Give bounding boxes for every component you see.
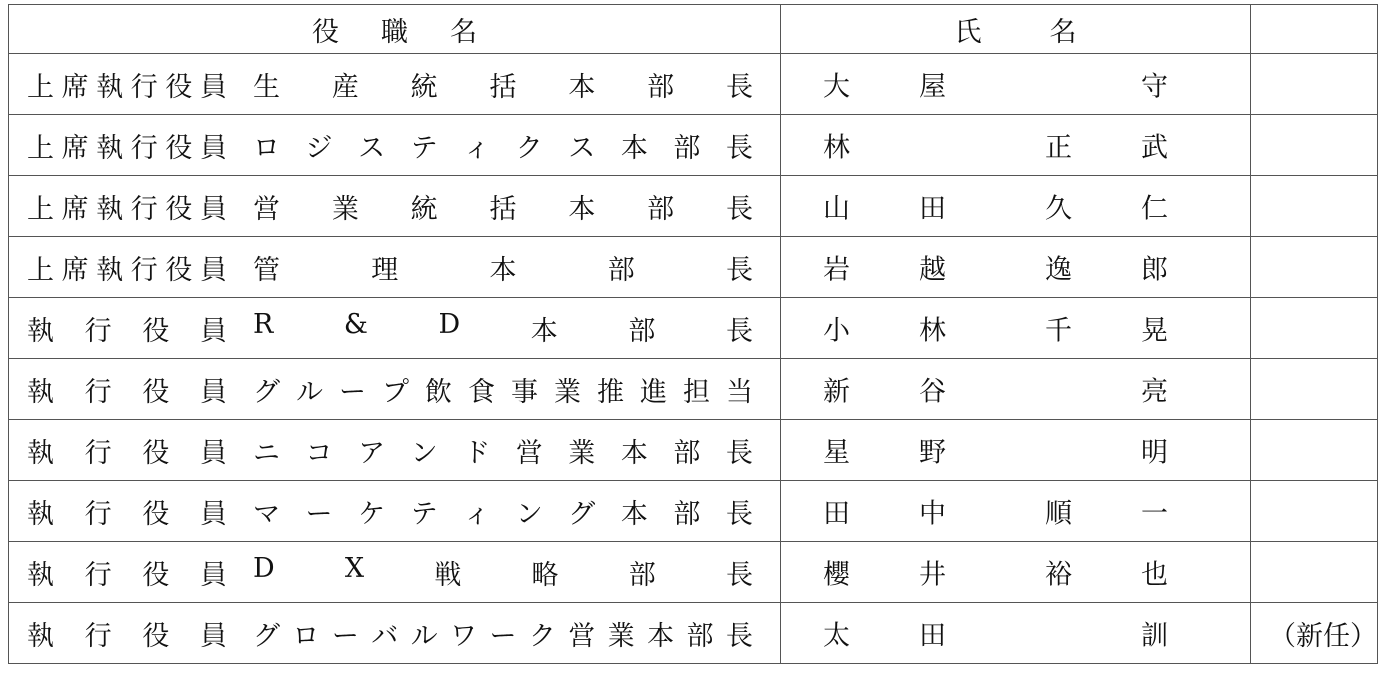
rank-char: 員 — [199, 254, 227, 286]
name-char: 仁 — [1141, 193, 1168, 225]
title-cell — [9, 298, 781, 359]
post-text — [253, 431, 753, 470]
post-char: 当 — [726, 376, 753, 408]
post-char: ル — [410, 620, 438, 652]
rank-char: 席 — [61, 254, 89, 286]
post-char: & — [343, 308, 368, 340]
post-char: 管 — [253, 254, 280, 286]
post-char: 長 — [725, 559, 753, 591]
post-char: 推 — [597, 376, 624, 408]
rank-text — [27, 187, 227, 226]
name-char: 太 — [823, 620, 850, 652]
post-text — [253, 370, 753, 409]
post-char: 本 — [620, 498, 648, 530]
post-char: ワ — [450, 620, 478, 652]
post-char: 本 — [568, 193, 596, 225]
header-row — [9, 5, 1378, 54]
name-char: 田 — [823, 498, 850, 530]
rank-char: 執 — [27, 437, 54, 469]
post-char: 業 — [607, 620, 635, 652]
post-char: ー — [331, 620, 359, 652]
name-cell — [781, 359, 1251, 420]
rank-char: 執 — [27, 376, 54, 408]
name-cell — [781, 237, 1251, 298]
post-char: 部 — [628, 559, 656, 591]
name-char: 亮 — [1141, 376, 1168, 408]
post-char: 生 — [253, 71, 280, 103]
post-char: 営 — [253, 193, 280, 225]
post-char: 部 — [647, 71, 675, 103]
rank-char: 行 — [130, 132, 158, 164]
post-char: 飲 — [425, 376, 452, 408]
post-char: 業 — [554, 376, 581, 408]
rank-char: 員 — [199, 71, 227, 103]
name-cell — [781, 176, 1251, 237]
rank-char: 席 — [61, 71, 89, 103]
name-char: 訓 — [1141, 620, 1168, 652]
post-char: ー — [489, 620, 517, 652]
name-char: 久 — [1045, 193, 1072, 225]
rank-char: 役 — [142, 559, 170, 591]
rank-text — [27, 431, 227, 470]
name-char: 林 — [919, 315, 946, 347]
post-char: 括 — [489, 193, 517, 225]
rank-char: 執 — [27, 315, 54, 347]
post-char: 統 — [410, 193, 438, 225]
table-row — [9, 542, 1378, 603]
post-char: ー — [305, 498, 333, 530]
rank-char: 行 — [84, 620, 112, 652]
title-cell — [9, 603, 781, 664]
post-char: ク — [515, 132, 543, 164]
name-char: 武 — [1141, 132, 1168, 164]
name-cell — [781, 54, 1251, 115]
post-char: 本 — [568, 71, 596, 103]
name-char: 櫻 — [823, 559, 850, 591]
header-name — [781, 5, 1251, 54]
header-title — [9, 5, 781, 54]
post-char: 食 — [468, 376, 495, 408]
post-char: 長 — [726, 254, 753, 286]
post-char: 産 — [331, 71, 359, 103]
post-char: 括 — [489, 71, 517, 103]
post-char: 長 — [725, 132, 753, 164]
post-char: ス — [568, 132, 596, 164]
name-char: 逸 — [1045, 254, 1072, 286]
title-cell — [9, 481, 781, 542]
post-char: 部 — [686, 620, 714, 652]
name-char: 中 — [919, 498, 946, 530]
table-row — [9, 237, 1378, 298]
post-char: ク — [528, 620, 556, 652]
name-char: 順 — [1045, 498, 1072, 530]
name-char: 谷 — [919, 376, 946, 408]
note-cell — [1251, 298, 1378, 359]
rank-char: 員 — [199, 498, 227, 530]
post-char: ド — [463, 437, 491, 469]
name-char: 晃 — [1141, 315, 1168, 347]
post-char: 長 — [725, 315, 753, 347]
rank-char: 執 — [96, 132, 124, 164]
post-char: 事 — [511, 376, 538, 408]
rank-char: 役 — [165, 132, 193, 164]
rank-char: 役 — [142, 376, 170, 408]
rank-char: 員 — [199, 315, 227, 347]
post-char: 進 — [640, 376, 667, 408]
post-char: グ — [568, 498, 596, 530]
post-char: 部 — [647, 193, 675, 225]
name-cell — [781, 542, 1251, 603]
post-char: コ — [305, 437, 333, 469]
post-char: ィ — [463, 498, 491, 530]
rank-char: 役 — [142, 498, 170, 530]
post-char: ー — [339, 376, 366, 408]
post-char: 本 — [489, 254, 517, 286]
rank-char: 行 — [84, 376, 112, 408]
rank-char: 行 — [84, 315, 112, 347]
name-char: 林 — [823, 132, 850, 164]
post-text — [253, 309, 753, 348]
rank-char: 員 — [199, 559, 227, 591]
table-row — [9, 54, 1378, 115]
rank-char: 員 — [199, 132, 227, 164]
post-char: 部 — [628, 315, 656, 347]
post-char: 長 — [725, 71, 753, 103]
title-cell — [9, 542, 781, 603]
post-char: 業 — [568, 437, 596, 469]
rank-char: 行 — [130, 254, 158, 286]
rank-char: 上 — [27, 132, 54, 164]
rank-text — [27, 370, 227, 409]
header-title-char: 役 — [312, 16, 339, 48]
rank-char: 役 — [165, 193, 193, 225]
rank-char: 役 — [142, 315, 170, 347]
rank-text — [27, 614, 227, 653]
header-title-char: 名 — [450, 16, 477, 48]
title-cell — [9, 237, 781, 298]
post-char: D — [438, 308, 461, 340]
post-char: ス — [358, 132, 386, 164]
post-char: 部 — [673, 498, 701, 530]
post-char: 本 — [620, 132, 648, 164]
rank-char: 上 — [27, 193, 54, 225]
header-note — [1251, 5, 1378, 54]
name-cell — [781, 481, 1251, 542]
note-cell — [1251, 481, 1378, 542]
name-cell — [781, 298, 1251, 359]
name-char: 守 — [1141, 71, 1168, 103]
post-char: X — [344, 552, 365, 584]
name-char: 星 — [823, 437, 850, 469]
post-text — [253, 553, 753, 592]
post-char: 長 — [725, 437, 753, 469]
name-char: 新 — [823, 376, 850, 408]
post-char: テ — [410, 498, 438, 530]
name-char: 也 — [1141, 559, 1168, 591]
table-row — [9, 603, 1378, 664]
post-char: 部 — [607, 254, 635, 286]
post-text — [253, 126, 753, 165]
header-name-char: 名 — [1049, 16, 1077, 48]
table-row — [9, 420, 1378, 481]
name-char: 裕 — [1045, 559, 1072, 591]
note-cell — [1251, 237, 1378, 298]
table-row — [9, 115, 1378, 176]
note-cell — [1251, 542, 1378, 603]
rank-char: 執 — [27, 559, 54, 591]
post-char: ィ — [463, 132, 491, 164]
header-name-char: 氏 — [954, 16, 982, 48]
rank-text — [27, 65, 227, 104]
table-row — [9, 481, 1378, 542]
name-char: 井 — [919, 559, 946, 591]
post-char: 長 — [725, 620, 753, 652]
post-char: D — [253, 552, 275, 584]
rank-char: 執 — [27, 620, 54, 652]
rank-char: 員 — [199, 376, 227, 408]
rank-char: 執 — [96, 193, 124, 225]
post-char: プ — [382, 376, 409, 408]
post-char: ジ — [305, 132, 333, 164]
name-cell — [781, 115, 1251, 176]
name-char: 小 — [823, 315, 850, 347]
title-cell — [9, 115, 781, 176]
post-char: ル — [296, 376, 323, 408]
post-char: マ — [253, 498, 280, 530]
post-char: 統 — [410, 71, 438, 103]
name-char: 屋 — [919, 71, 946, 103]
title-cell — [9, 176, 781, 237]
rank-char: 執 — [96, 71, 124, 103]
rank-char: 上 — [27, 254, 54, 286]
note-cell — [1251, 54, 1378, 115]
post-text — [253, 614, 753, 653]
name-cell — [781, 420, 1251, 481]
rank-char: 役 — [142, 620, 170, 652]
post-char: バ — [371, 620, 399, 652]
rank-char: 執 — [96, 254, 124, 286]
post-char: ニ — [253, 437, 280, 469]
note-cell — [1251, 359, 1378, 420]
rank-char: 行 — [84, 498, 112, 530]
post-char: ン — [515, 498, 543, 530]
name-char: 一 — [1141, 498, 1168, 530]
title-cell — [9, 420, 781, 481]
rank-char: 上 — [27, 71, 54, 103]
rank-char: 役 — [165, 71, 193, 103]
name-char: 明 — [1141, 437, 1168, 469]
post-char: 部 — [673, 132, 701, 164]
post-char: 略 — [531, 559, 559, 591]
table-row — [9, 298, 1378, 359]
post-char: 部 — [673, 437, 701, 469]
post-char: テ — [410, 132, 438, 164]
rank-char: 員 — [199, 193, 227, 225]
post-text — [253, 65, 753, 104]
post-char: グ — [253, 376, 280, 408]
post-char: ア — [358, 437, 386, 469]
rank-char: 行 — [84, 437, 112, 469]
officer-table — [8, 4, 1378, 664]
post-char: 理 — [371, 254, 399, 286]
post-char: 担 — [683, 376, 710, 408]
post-char: ロ — [292, 620, 320, 652]
title-cell — [9, 359, 781, 420]
post-char: ン — [410, 437, 438, 469]
post-char: 本 — [647, 620, 675, 652]
rank-char: 役 — [165, 254, 193, 286]
table-row — [9, 359, 1378, 420]
name-cell — [781, 603, 1251, 664]
rank-text — [27, 492, 227, 531]
name-char: 野 — [919, 437, 946, 469]
post-text — [253, 187, 753, 226]
table-row — [9, 176, 1378, 237]
rank-char: 員 — [199, 437, 227, 469]
rank-char: 役 — [142, 437, 170, 469]
post-char: ロ — [253, 132, 280, 164]
name-char: 正 — [1045, 132, 1072, 164]
post-char: 本 — [620, 437, 648, 469]
rank-text — [27, 248, 227, 287]
name-char: 岩 — [823, 254, 850, 286]
post-char: 戦 — [434, 559, 462, 591]
title-cell — [9, 54, 781, 115]
post-char: 営 — [515, 437, 543, 469]
post-text — [253, 248, 753, 287]
note-cell — [1251, 176, 1378, 237]
rank-char: 行 — [84, 559, 112, 591]
rank-text — [27, 126, 227, 165]
note-cell — [1251, 115, 1378, 176]
post-char: 業 — [331, 193, 359, 225]
name-char: 田 — [919, 193, 946, 225]
post-text — [253, 492, 753, 531]
rank-text — [27, 553, 227, 592]
rank-char: 執 — [27, 498, 54, 530]
post-char: R — [253, 308, 274, 340]
note-cell: （新任） — [1251, 603, 1378, 664]
rank-char: 員 — [199, 620, 227, 652]
name-char: 田 — [919, 620, 946, 652]
rank-text — [27, 309, 227, 348]
name-char: 郎 — [1141, 254, 1168, 286]
post-char: 長 — [725, 193, 753, 225]
rank-char: 行 — [130, 71, 158, 103]
rank-char: 行 — [130, 193, 158, 225]
name-char: 山 — [823, 193, 850, 225]
name-char: 千 — [1045, 315, 1072, 347]
post-char: ケ — [358, 498, 386, 530]
post-char: 本 — [530, 315, 558, 347]
name-char: 越 — [919, 254, 946, 286]
note-cell — [1251, 420, 1378, 481]
name-char: 大 — [823, 71, 850, 103]
post-char: グ — [253, 620, 280, 652]
rank-char: 席 — [61, 193, 89, 225]
header-title-char: 職 — [381, 16, 408, 48]
rank-char: 席 — [61, 132, 89, 164]
post-char: 長 — [725, 498, 753, 530]
post-char: 営 — [568, 620, 596, 652]
